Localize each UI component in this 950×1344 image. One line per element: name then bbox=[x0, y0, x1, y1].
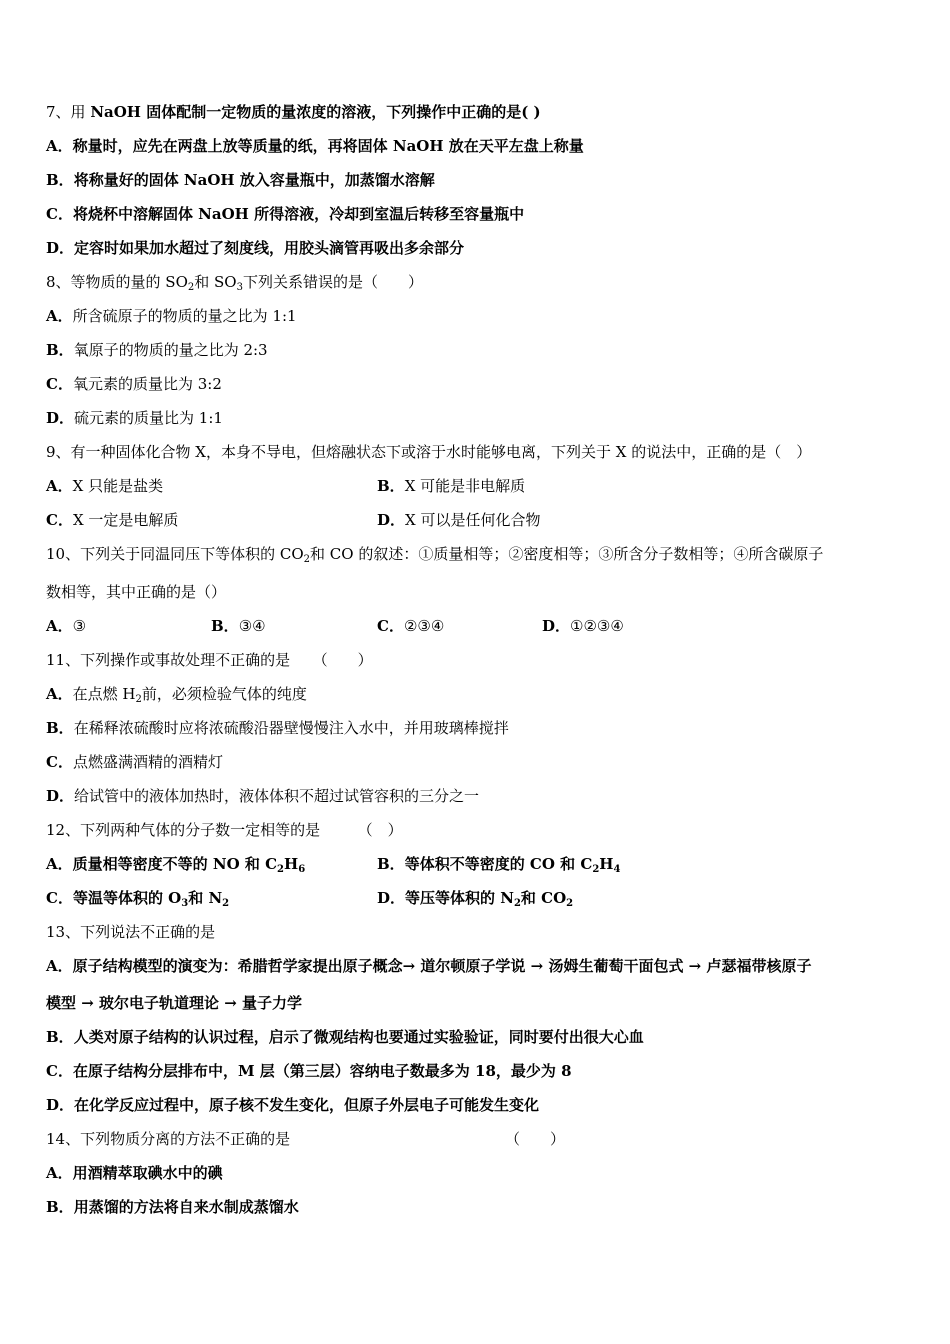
q13-option-b: B．人类对原子结构的认识过程，启示了微观结构也要通过实验验证，同时要付出很大心血 bbox=[46, 1028, 644, 1046]
q10-option-c: C．②③④ bbox=[377, 617, 445, 635]
q10-option-a: A．③ bbox=[46, 617, 87, 635]
q11-option-d: D．给试管中的液体加热时，液体体积不超过试管容积的三分之一 bbox=[46, 787, 480, 805]
q8-option-d: D．硫元素的质量比为 1:1 bbox=[46, 409, 223, 427]
q8-stem: 8、等物质的量的 $SO_2$和 $SO_3$下列关系错误的是（ ） bbox=[46, 273, 423, 293]
q14-option-b: B．用蒸馏的方法将自来水制成蒸馏水 bbox=[46, 1198, 299, 1216]
q13-option-d: D．在化学反应过程中，原子核不发生变化，但原子外层电子可能发生变化 bbox=[46, 1096, 540, 1114]
q8-option-a: A．所含硫原子的物质的量之比为 1:1 bbox=[46, 307, 297, 325]
q7-option-a: A．称量时，应先在两盘上放等质量的纸，再将固体 NaOH 放在天平左盘上称量 bbox=[46, 137, 584, 155]
q13-stem: 13、下列说法不正确的是 bbox=[46, 923, 216, 941]
q9-option-d: D．X 可以是任何化合物 bbox=[377, 511, 541, 529]
q9-stem: 9、有一种固体化合物 X，本身不导电，但熔融状态下或溶于水时能够电离，下列关于 X 的说法中，正确的是（ ） bbox=[46, 443, 812, 461]
q10-stem: 10、下列关于同温同压下等体积的 $CO_2$和 CO 的叙述：①质量相等；②密度相等；③所含分子数相等；④所含碳原子 bbox=[46, 545, 824, 565]
q7-option-c: C．将烧杯中溶解固体 NaOH 所得溶液，冷却到室温后转移至容量瓶中 bbox=[46, 205, 525, 223]
q8-option-c: C．氧元素的质量比为 3:2 bbox=[46, 375, 222, 393]
q13-option-c: C．在原子结构分层排布中，M 层（第三层）容纳电子数最多为 18，最少为 8 bbox=[46, 1062, 572, 1080]
q12-option-b: B．等体积不等密度的 CO 和 $C_2H_4$ bbox=[377, 855, 621, 875]
q8-option-b: B．氧原子的物质的量之比为 2:3 bbox=[46, 341, 268, 359]
q7-option-b: B．将称量好的固体 NaOH 放入容量瓶中，加蒸馏水溶解 bbox=[46, 171, 435, 189]
q11-option-c: C．点燃盛满酒精的酒精灯 bbox=[46, 753, 223, 771]
q9-option-b: B．X 可能是非电解质 bbox=[377, 477, 526, 495]
q14-stem: 14、下列物质分离的方法不正确的是 bbox=[46, 1130, 291, 1148]
q11-stem: 11、下列操作或事故处理不正确的是 （ ） bbox=[46, 651, 373, 669]
q11-option-a: A．在点燃 $H_2$前，必须检验气体的纯度 bbox=[46, 685, 307, 705]
q10-option-b: B．③④ bbox=[211, 617, 266, 635]
q7-option-d: D．定容时如果加水超过了刻度线，用胶头滴管再吸出多余部分 bbox=[46, 239, 465, 257]
q7-stem: 7、用 NaOH 固体配制一定物质的量浓度的溶液，下列操作中正确的是( ) bbox=[46, 103, 541, 121]
q14-answer-paren: （ ） bbox=[505, 1130, 566, 1148]
q12-option-c: C．等温等体积的 $O_3$和 $N_2$ bbox=[46, 889, 230, 909]
q13-option-a: A．原子结构模型的演变为：希腊哲学家提出原子概念→ 道尔顿原子学说 → 汤姆生葡萄干面包式 → 卢瑟福带核原子 bbox=[46, 957, 812, 975]
q14-option-a: A．用酒精萃取碘水中的碘 bbox=[46, 1164, 223, 1182]
q11-option-b: B．在稀释浓硫酸时应将浓硫酸沿器壁慢慢注入水中，并用玻璃棒搅拌 bbox=[46, 719, 509, 737]
q13-option-a-line2: 模型 → 玻尔电子轨道理论 → 量子力学 bbox=[46, 994, 303, 1012]
q12-option-a: A．质量相等密度不等的 NO 和 $C_2H_6$ bbox=[46, 855, 306, 875]
q10-option-d: D．①②③④ bbox=[542, 617, 624, 635]
q12-stem: 12、下列两种气体的分子数一定相等的是 （ ） bbox=[46, 821, 403, 839]
q9-option-c: C．X 一定是电解质 bbox=[46, 511, 179, 529]
q9-option-a: A．X 只能是盐类 bbox=[46, 477, 164, 495]
q12-option-d: D．等压等体积的 $N_2$和 $CO_2$ bbox=[377, 889, 574, 909]
q10-stem-line2: 数相等，其中正确的是（） bbox=[46, 583, 227, 601]
